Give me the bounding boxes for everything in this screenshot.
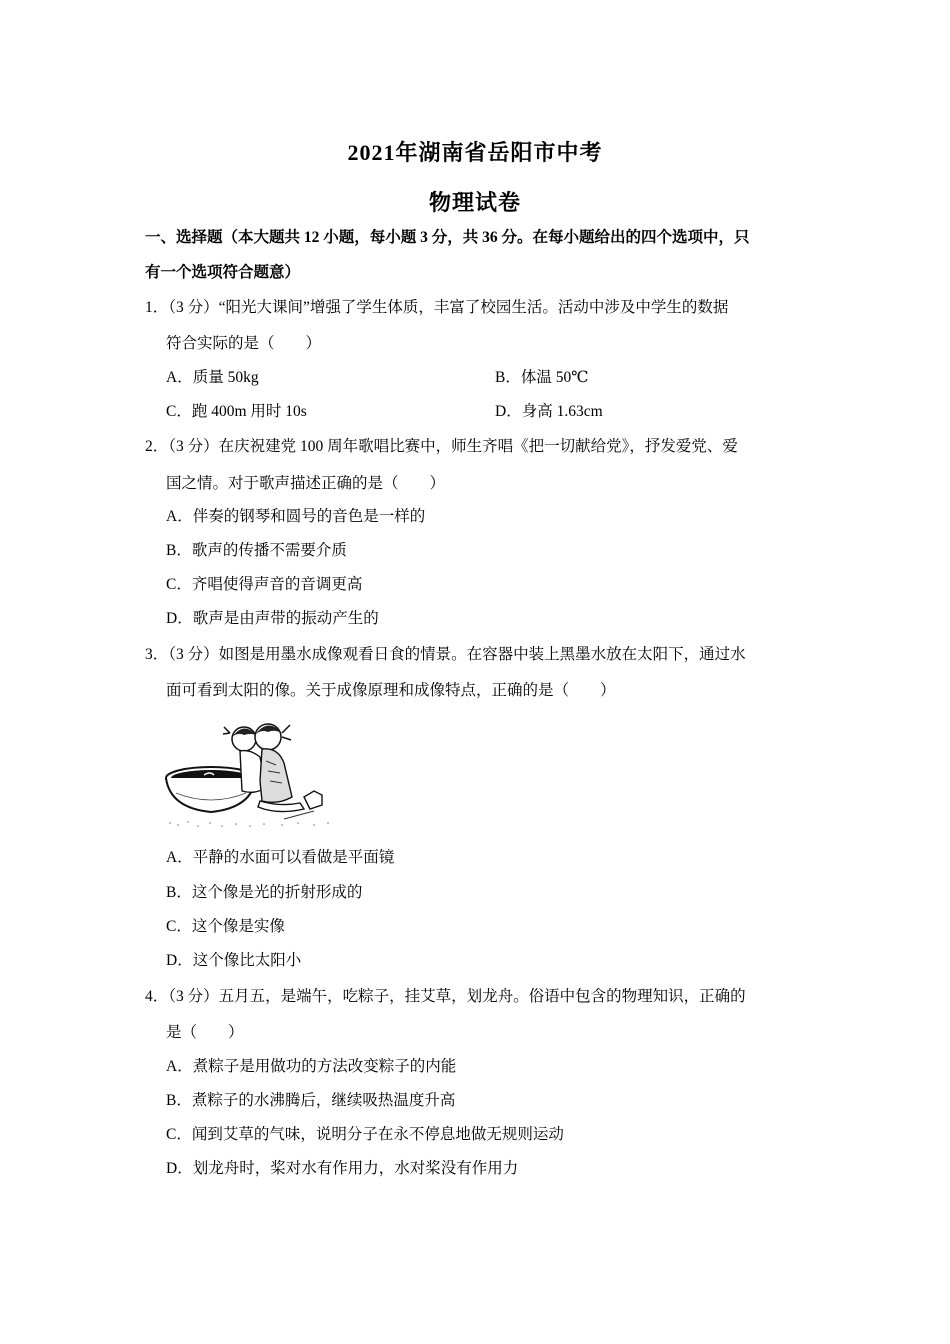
- question-4-stem-line1: 4．（3 分）五月五，是端午，吃粽子，挂艾草，划龙舟。俗语中包含的物理知识，正确的: [145, 988, 746, 1005]
- question-1-option-c: C．跑 400m 用时 10s: [166, 403, 307, 420]
- question-1-stem-line1: 1．（3 分）“阳光大课间”增强了学生体质，丰富了校园生活。活动中涉及中学生的数据: [145, 299, 729, 316]
- page-title: 2021年湖南省岳阳市中考: [347, 140, 603, 165]
- section-heading-line2: 有一个选项符合题意）: [145, 264, 301, 281]
- question-3-option-a: A．平静的水面可以看做是平面镜: [166, 849, 395, 866]
- question-1-stem-line2: 符合实际的是（ ）: [166, 335, 322, 352]
- question-4-option-b: B．煮粽子的水沸腾后，继续吸热温度升高: [166, 1092, 456, 1109]
- question-4-option-c: C．闻到艾草的气味，说明分子在永不停息地做无规则运动: [166, 1126, 564, 1143]
- question-2-option-a: A．伴奏的钢琴和圆号的音色是一样的: [166, 508, 426, 525]
- question-2-option-b: B．歌声的传播不需要介质: [166, 542, 347, 559]
- question-3-stem-line1: 3．（3 分）如图是用墨水成像观看日食的情景。在容器中装上黑墨水放在太阳下，通过水: [145, 646, 746, 663]
- question-2-stem-line1: 2．（3 分）在庆祝建党 100 周年歌唱比赛中，师生齐唱《把一切献给党》，抒发爱党、爱: [145, 438, 738, 455]
- solar-eclipse-ink-basin-illustration: [164, 715, 336, 829]
- question-3-option-b: B．这个像是光的折射形成的: [166, 884, 363, 901]
- question-2-option-d: D．歌声是由声带的振动产生的: [166, 610, 379, 627]
- question-4-option-a: A．煮粽子是用做功的方法改变粽子的内能: [166, 1058, 457, 1075]
- question-3-stem-line2: 面可看到太阳的像。关于成像原理和成像特点，正确的是（ ）: [166, 682, 616, 699]
- question-2-stem-line2: 国之情。对于歌声描述正确的是（ ）: [166, 475, 446, 492]
- question-3-option-d: D．这个像比太阳小: [166, 952, 302, 969]
- question-3-option-c: C．这个像是实像: [166, 918, 285, 935]
- page-subtitle: 物理试卷: [428, 190, 521, 215]
- question-1-option-b: B．体温 50℃: [495, 369, 589, 386]
- section-heading-line1: 一、选择题（本大题共 12 小题，每小题 3 分，共 36 分。在每小题给出的四个选项中，只: [145, 229, 750, 246]
- question-1-option-d: D．身高 1.63cm: [495, 403, 603, 420]
- question-1-option-a: A．质量 50kg: [166, 369, 259, 386]
- question-2-option-c: C．齐唱使得声音的音调更高: [166, 576, 363, 593]
- question-4-stem-line2: 是（ ）: [166, 1024, 244, 1041]
- question-4-option-d: D．划龙舟时，桨对水有作用力，水对桨没有作用力: [166, 1160, 519, 1177]
